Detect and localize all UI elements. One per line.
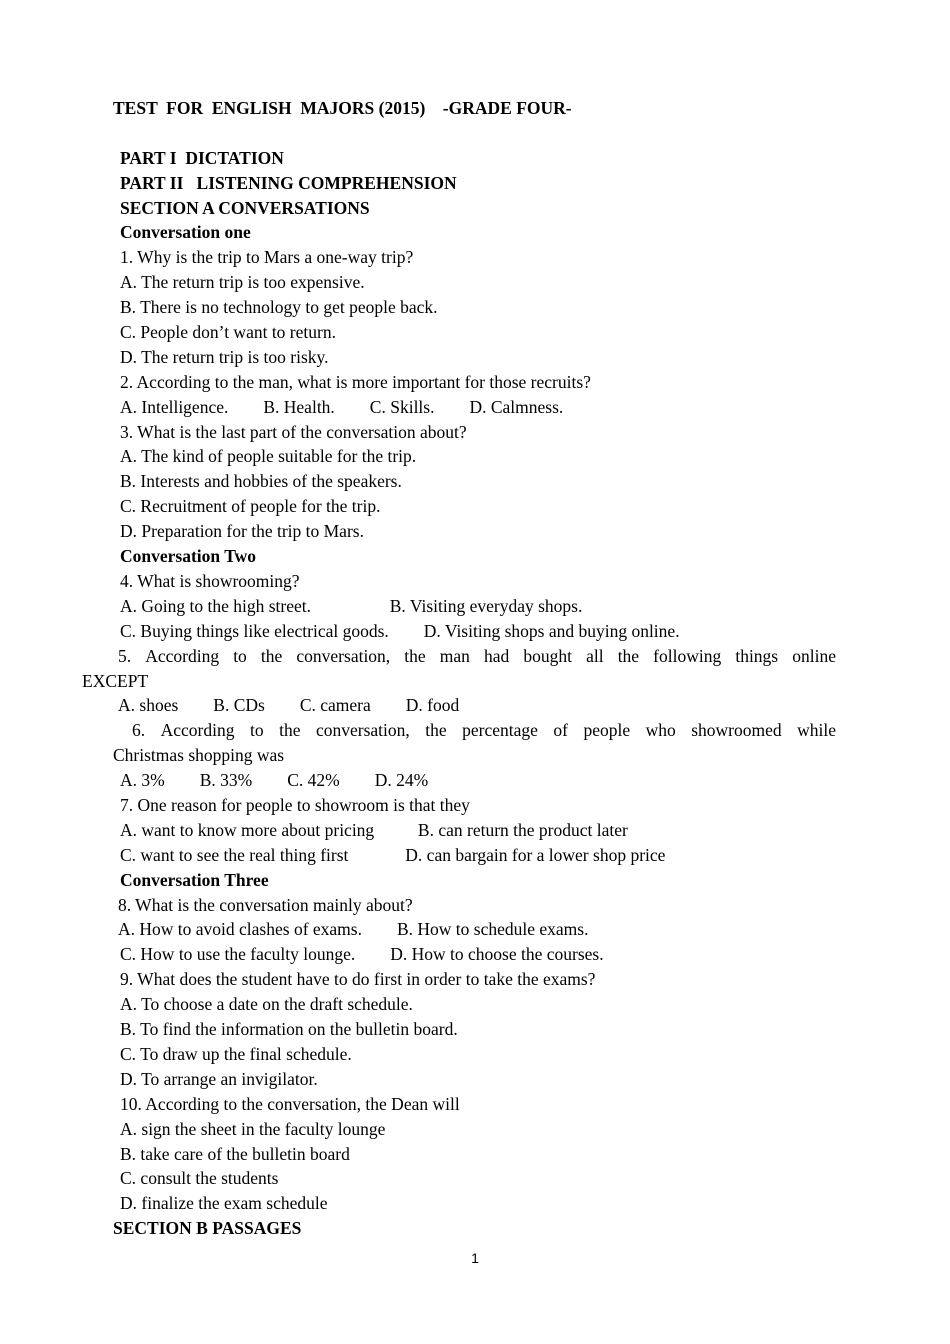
question-2-options: A. Intelligence. B. Health. C. Skills. D. Calmness.	[120, 397, 564, 417]
question-3-option-a: A. The kind of people suitable for the trip.	[120, 446, 417, 466]
question-3-option-c: C. Recruitment of people for the trip.	[120, 496, 381, 516]
word: According	[160, 720, 235, 740]
question-8-options-ab: A. How to avoid clashes of exams. B. How to schedule exams.	[118, 919, 589, 939]
word: According	[145, 646, 220, 666]
question-1-option-b: B. There is no technology to get people back.	[120, 297, 438, 317]
question-1-option-a: A. The return trip is too expensive.	[120, 272, 365, 292]
question-7-options-ab: A. want to know more about pricing B. can return the product later	[120, 820, 628, 840]
word: the	[425, 720, 447, 740]
word: bought	[523, 646, 572, 666]
question-4-options-cd: C. Buying things like electrical goods. D. Visiting shops and buying online.	[120, 621, 680, 641]
question-6-line-2: Christmas shopping was	[113, 745, 285, 765]
word: percentage	[462, 720, 538, 740]
question-1: 1. Why is the trip to Mars a one-way trip?	[120, 247, 414, 267]
word: 5.	[118, 646, 132, 666]
question-10-option-b: B. take care of the bulletin board	[120, 1144, 350, 1164]
word: 6.	[132, 720, 146, 740]
question-1-option-d: D. The return trip is too risky.	[120, 347, 329, 367]
question-10-option-a: A. sign the sheet in the faculty lounge	[120, 1119, 386, 1139]
conversation-two-heading: Conversation Two	[120, 546, 256, 566]
word: to	[233, 646, 247, 666]
question-2: 2. According to the man, what is more important for those recruits?	[120, 372, 591, 392]
question-4-options-ab: A. Going to the high street. B. Visiting everyday shops.	[120, 596, 583, 616]
question-9: 9. What does the student have to do first in order to take the exams?	[120, 969, 596, 989]
word: following	[653, 646, 722, 666]
question-7: 7. One reason for people to showroom is that they	[120, 795, 470, 815]
question-9-option-b: B. To find the information on the bulletin board.	[120, 1019, 458, 1039]
word: to	[249, 720, 264, 740]
question-3: 3. What is the last part of the conversation about?	[120, 422, 467, 442]
part-1-heading: PART I DICTATION	[120, 148, 284, 168]
question-9-option-c: C. To draw up the final schedule.	[120, 1044, 352, 1064]
question-8-options-cd: C. How to use the faculty lounge. D. How to choose the courses.	[120, 944, 604, 964]
word: the	[279, 720, 301, 740]
word: all	[586, 646, 604, 666]
word: while	[797, 720, 836, 740]
word: online	[792, 646, 836, 666]
word: conversation,	[296, 646, 391, 666]
question-9-option-d: D. To arrange an invigilator.	[120, 1069, 318, 1089]
word: of	[553, 720, 568, 740]
word: the	[260, 646, 283, 666]
word: things	[735, 646, 779, 666]
word: people	[583, 720, 631, 740]
word: the	[617, 646, 640, 666]
conversation-three-heading: Conversation Three	[120, 870, 269, 890]
question-4: 4. What is showrooming?	[120, 571, 300, 591]
part-2-heading: PART II LISTENING COMPREHENSION	[120, 173, 457, 193]
question-10: 10. According to the conversation, the Dean will	[120, 1094, 460, 1114]
question-10-option-d: D. finalize the exam schedule	[120, 1193, 328, 1213]
question-3-option-d: D. Preparation for the trip to Mars.	[120, 521, 364, 541]
question-6-options: A. 3% B. 33% C. 42% D. 24%	[120, 770, 429, 790]
word: the	[404, 646, 426, 666]
question-7-options-cd: C. want to see the real thing first D. can bargain for a lower shop price	[120, 845, 666, 865]
section-a-heading: SECTION A CONVERSATIONS	[120, 198, 370, 218]
word: man	[439, 646, 470, 666]
page-number: 1	[471, 1250, 479, 1266]
section-b-heading: SECTION B PASSAGES	[113, 1218, 302, 1238]
question-3-option-b: B. Interests and hobbies of the speakers.	[120, 471, 402, 491]
question-1-option-c: C. People don’t want to return.	[120, 322, 336, 342]
question-9-option-a: A. To choose a date on the draft schedule.	[120, 994, 413, 1014]
question-5-options: A. shoes B. CDs C. camera D. food	[118, 695, 460, 715]
word: showroomed	[691, 720, 782, 740]
word: conversation,	[315, 720, 410, 740]
question-8: 8. What is the conversation mainly about?	[118, 895, 413, 915]
conversation-one-heading: Conversation one	[120, 222, 251, 242]
test-title: TEST FOR ENGLISH MAJORS (2015) -GRADE FOUR-	[113, 98, 572, 118]
question-10-option-c: C. consult the students	[120, 1168, 279, 1188]
question-5-line-2: EXCEPT	[82, 671, 149, 691]
question-5-line-1	[118, 644, 836, 669]
question-6-line-1	[132, 718, 836, 743]
word: had	[484, 646, 510, 666]
word: who	[645, 720, 676, 740]
